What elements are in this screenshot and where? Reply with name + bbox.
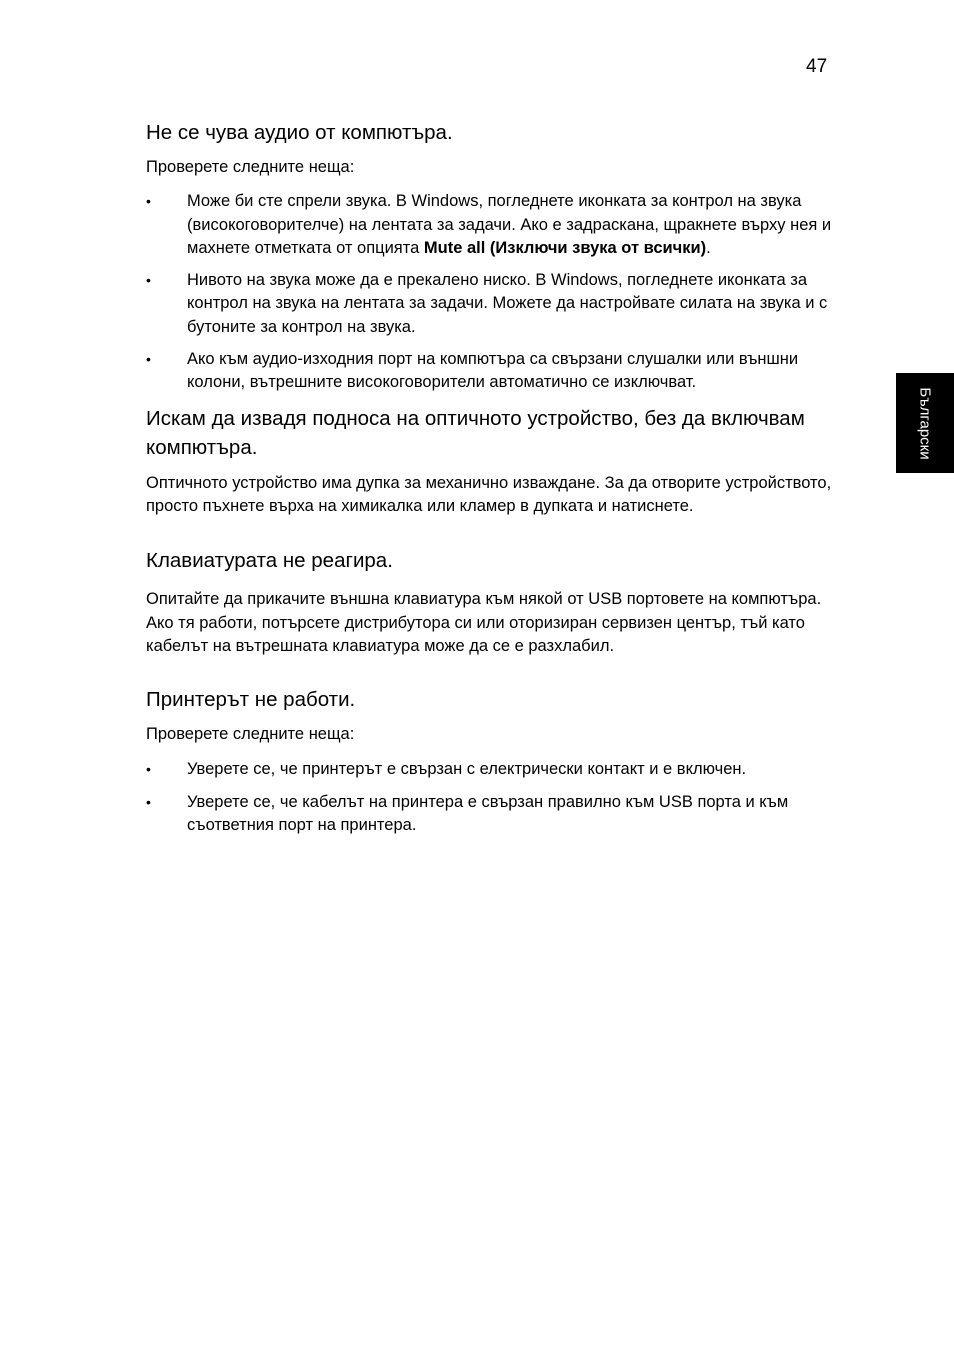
- section-title: Клавиатурата не реагира.: [146, 549, 393, 573]
- section-optical-drive: [146, 404, 836, 519]
- list-item: [146, 269, 836, 339]
- section-intro: Проверете следните неща:: [146, 158, 355, 176]
- bullet-list: [146, 758, 836, 837]
- list-item-text-end: .: [706, 238, 711, 257]
- bullet-list: [146, 190, 836, 394]
- language-side-tab-label-wrap: [896, 373, 954, 473]
- bullet-icon: •: [146, 193, 151, 210]
- list-item: [146, 190, 836, 260]
- page-content: [146, 118, 836, 846]
- list-item-text: Ако към аудио-изходния порт на компютъра са свързани слушалки или външни колони, вътрешните високоговорители автоматично се изключват.: [187, 350, 799, 392]
- list-item-text: Може би сте спрели звука. В Windows, погледнете иконката за контрол на звука (високоговорителче) на лентата за задачи. Ако е задраскана, щракнете върху нея и махнете отметката от опцията: [187, 192, 832, 257]
- list-item: [146, 791, 836, 838]
- section-body: Оптичното устройство има дупка за механично изваждане. За да отворите устройството, просто пъхнете върха на химикалка или кламер в дупката и натиснете.: [146, 473, 832, 515]
- language-side-tab-label: Български: [916, 386, 934, 460]
- section-body: Опитайте да прикачите външна клавиатура към някой от USB портовете на компютъра. Ако тя работи, потърсете дистрибутора си или оторизиран сервизен център, тъй като кабелът на вътрешната клавиатура може да се е разхлабил.: [146, 590, 822, 655]
- list-item-text: Уверете се, че кабелът на принтера е свързан правилно към USB порта и към съответния порт на принтера.: [187, 792, 789, 835]
- section-no-audio: [146, 118, 836, 395]
- section-keyboard: [146, 546, 836, 658]
- section-printer: [146, 685, 836, 837]
- list-item: [146, 348, 836, 395]
- list-item-bold-option: Mute all (Изключи звука от всички): [423, 238, 707, 257]
- section-title: Искам да извадя подноса на оптичното устройство, без да включвам компютъра.: [146, 406, 805, 459]
- section-intro: Проверете следните неща:: [146, 725, 355, 744]
- page-number: 47: [806, 56, 828, 77]
- list-item: [146, 758, 836, 781]
- bullet-icon: •: [146, 761, 151, 778]
- list-item-text: Уверете се, че принтерът е свързан с електрически контакт и е включен.: [187, 760, 747, 779]
- section-title: Принтерът не работи.: [146, 688, 356, 712]
- bullet-icon: •: [146, 793, 151, 810]
- bullet-icon: •: [146, 272, 151, 289]
- section-title: Не се чува аудио от компютъра.: [146, 121, 453, 144]
- list-item-text: Нивото на звука може да е прекалено ниско. В Windows, погледнете иконката за контрол на звука на лентата за задачи. Можете да настройвате силата на звука и с бутоните за контрол на звука.: [187, 271, 828, 336]
- bullet-icon: •: [146, 351, 151, 368]
